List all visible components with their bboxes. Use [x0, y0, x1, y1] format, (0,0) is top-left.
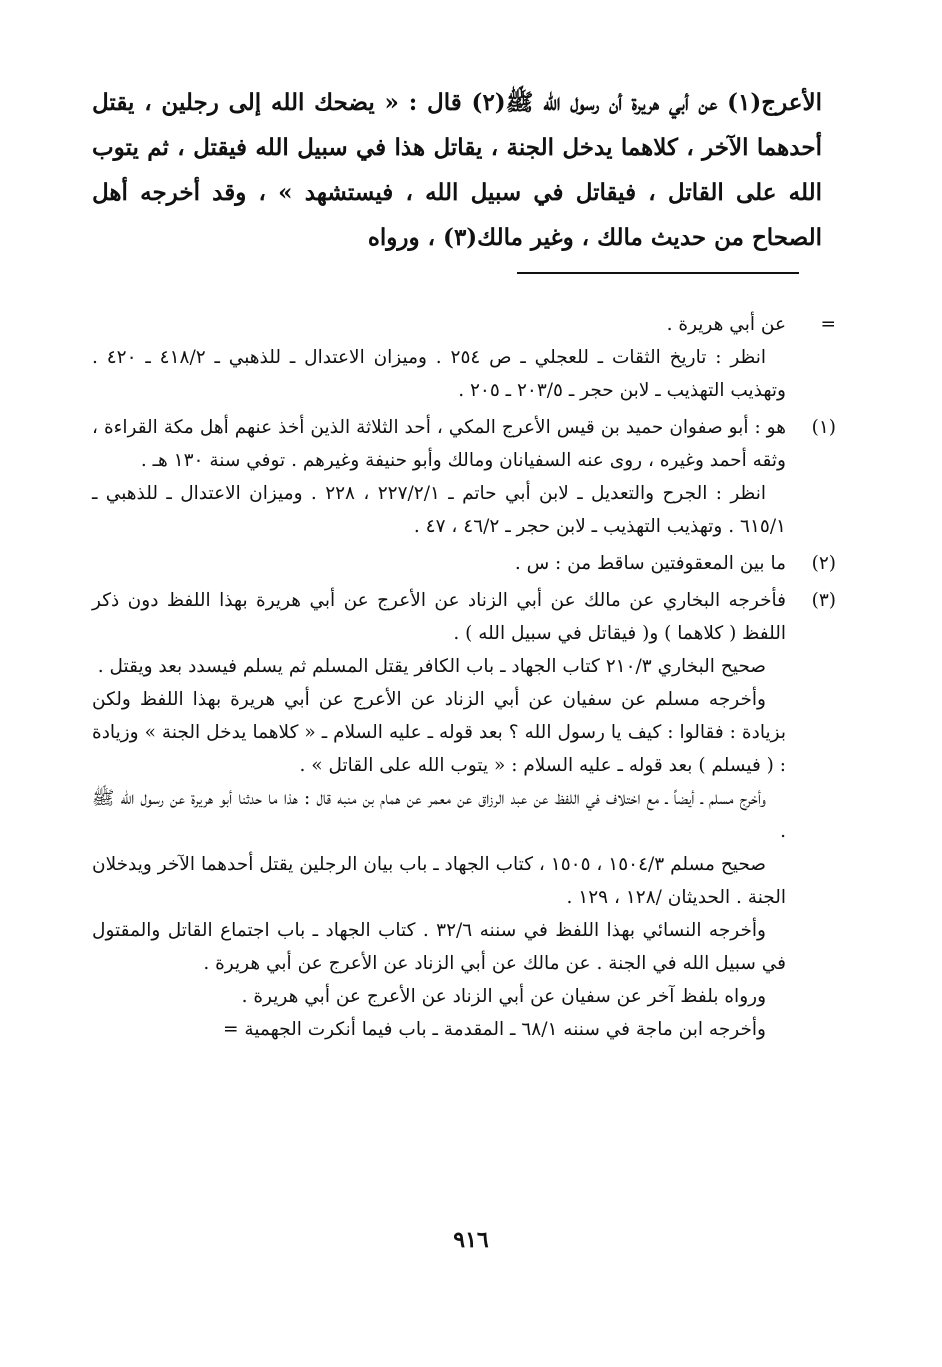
footnote-marker: =	[820, 314, 836, 335]
footnote-paragraph: ما بين المعقوفتين ساقط من : س .	[514, 553, 786, 574]
footnote-3	[92, 584, 836, 1046]
footnote-paragraph: وأخرجه النسائي بهذا اللفظ في سننه ٣٢/٦ . كتاب الجهاد ـ باب اجتماع القاتل والمقتول في سبيل الله في الجنة . عن مالك عن أبي الزناد عن الأعرج عن أبي هريرة .	[92, 920, 786, 974]
footnote-marker: (٢)	[811, 553, 836, 574]
footnote-1	[92, 411, 836, 543]
footnote-paragraph: انظر : الجرح والتعديل ـ لابن أبي حاتم ـ ٢٢٧/٢/١ ، ٢٢٨ . وميزان الاعتدال ـ للذهبي ـ ٦١٥/١ . وتهذيب التهذيب ـ لابن حجر ـ ٤٦/٢ ، ٤٧ .	[92, 483, 786, 537]
main-paragraph: الأعرج(١) عن أبي هريرة أن رسول الله ﷺ(٢) قال : « يضحك الله إلى رجلين ، يقتل أحدهما الآخر ، كلاهما يدخل الجنة ، يقاتل هذا في سبيل الله فيقتل ، ثم يتوب الله على القاتل ، فيقاتل في سبيل الله ، فيستشهد » ، وقد أخرجه أهل الصحاح من حديث مالك ، وغير مالك(٣) ، ورواه	[92, 89, 822, 251]
footnote-marker: (١)	[811, 417, 836, 438]
footnote-paragraph: هو : أبو صفوان حميد بن قيس الأعرج المكي ، أحد الثلاثة الذين أخذ عنهم أهل مكة القراءة ، وثقه أحمد وغيره ، روى عنه السفيانان ومالك وأبو حنيفة وغيرهم . توفي سنة ١٣٠ هـ .	[92, 417, 786, 471]
main-text-block	[92, 80, 822, 260]
footnote-paragraph: وأخرج مسلم ـ أيضاً ـ مع اختلاف في اللفظ عن عبد الرزاق عن معمر عن همام بن منبه قال : هذا ما حدثنا أبو هريرة عن رسول الله ﷺ .	[92, 788, 786, 842]
footnote-paragraph: عن أبي هريرة .	[666, 314, 786, 335]
footnotes-section	[92, 308, 836, 1046]
footnote-paragraph: ورواه بلفظ آخر عن سفيان عن أبي الزناد عن الأعرج عن أبي هريرة .	[241, 986, 766, 1007]
footnote-continuation	[92, 308, 836, 407]
footnote-paragraph: وأخرجه ابن ماجة في سننه ٦٨/١ ـ المقدمة ـ باب فيما أنكرت الجهمية =	[223, 1019, 766, 1040]
footnote-paragraph: صحيح البخاري ٢١٠/٣ كتاب الجهاد ـ باب الكافر يقتل المسلم ثم يسلم فيسدد بعد ويقتل .	[97, 656, 766, 677]
footnote-2	[92, 547, 836, 580]
footnote-marker: (٣)	[811, 590, 836, 611]
footnote-paragraph: انظر : تاريخ الثقات ـ للعجلي ـ ص ٢٥٤ . وميزان الاعتدال ـ للذهبي ـ ٤١٨/٢ ـ ٤٢٠ . وتهذيب التهذيب ـ لابن حجر ـ ٢٠٣/٥ ـ ٢٠٥ .	[92, 347, 786, 401]
footnote-paragraph: وأخرجه مسلم عن سفيان عن أبي الزناد عن الأعرج عن أبي هريرة بهذا اللفظ ولكن بزيادة : فقالوا : كيف يا رسول الله ؟ بعد قوله ـ عليه السلام ـ « كلاهما يدخل الجنة » وزيادة : ( فيسلم ) بعد قوله ـ عليه السلام : « يتوب الله على القاتل » .	[92, 689, 786, 776]
footnote-paragraph: فأخرجه البخاري عن مالك عن أبي الزناد عن الأعرج عن أبي هريرة بهذا اللفظ دون ذكر اللفظ ( كلاهما ) و( فيقاتل في سبيل الله ) .	[92, 590, 786, 644]
footnote-paragraph: صحيح مسلم ١٥٠٤/٣ ، ١٥٠٥ ، كتاب الجهاد ـ باب بيان الرجلين يقتل أحدهما الآخر ويدخلان الجنة . الحديثان /١٢٨ ، ١٢٩ .	[92, 854, 786, 908]
page-number: ٩١٦	[453, 1227, 489, 1253]
footnote-separator-line	[517, 272, 799, 274]
